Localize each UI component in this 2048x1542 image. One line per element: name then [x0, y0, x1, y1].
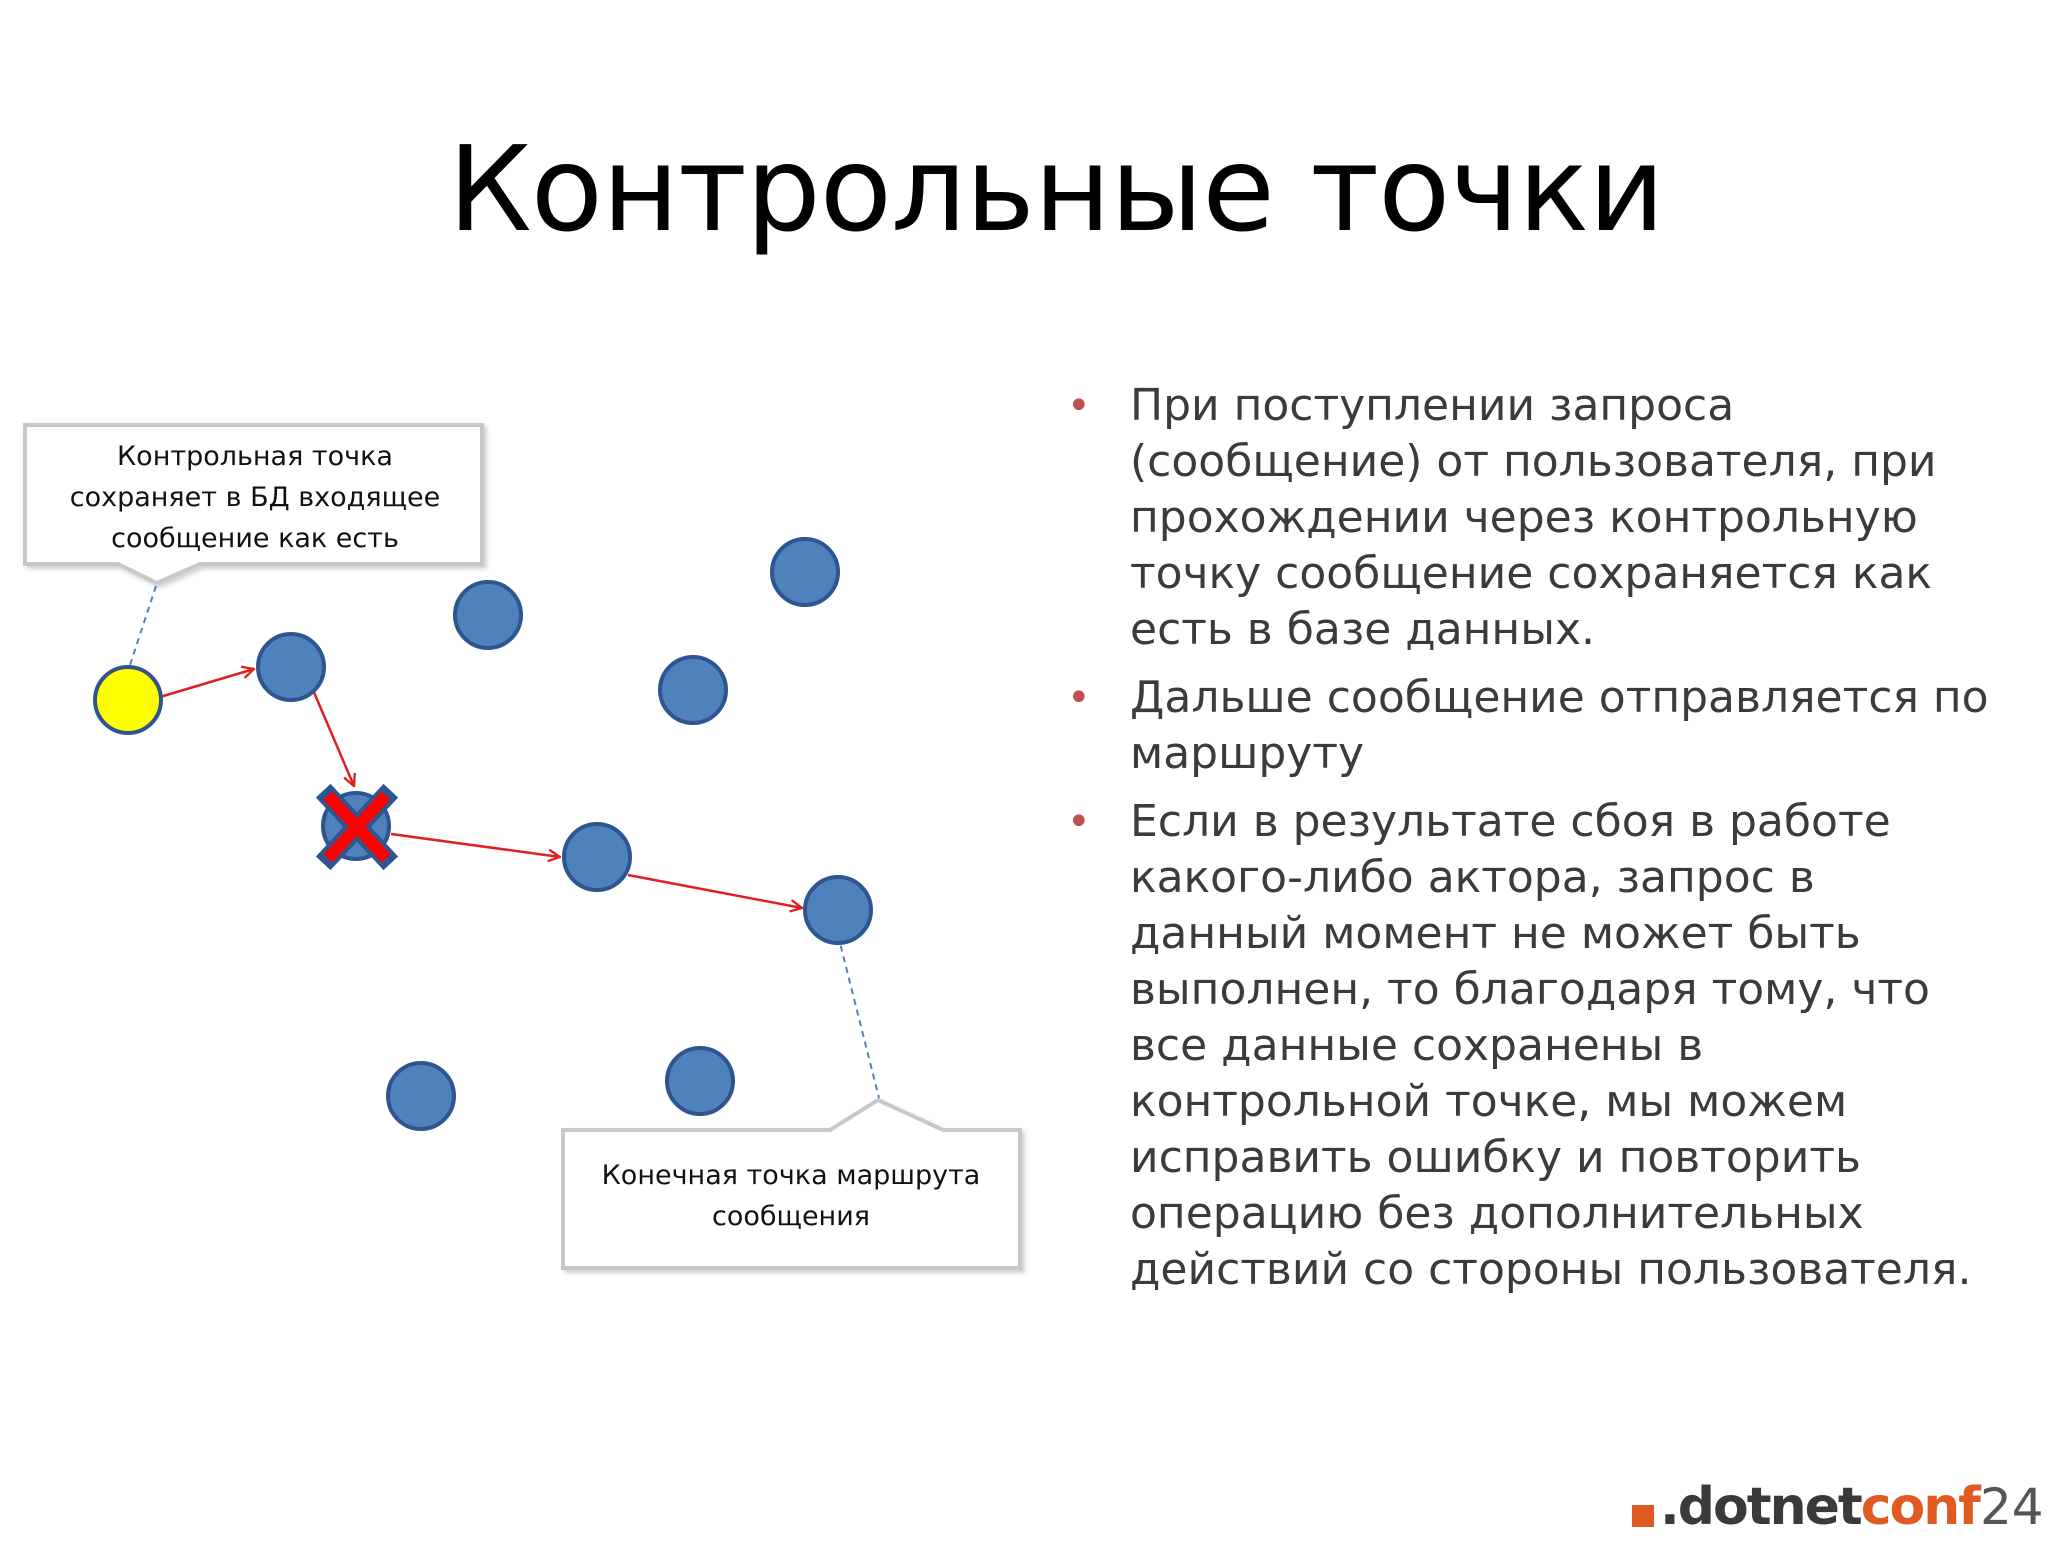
- actor-node: [258, 634, 324, 700]
- actor-node: [660, 657, 726, 723]
- logo-dotnet: dotnet: [1677, 1477, 1861, 1537]
- route-arrow-1: [160, 669, 254, 697]
- route-arrow-2: [313, 690, 354, 786]
- actor-node: [564, 824, 630, 890]
- logo-dot: .: [1660, 1477, 1678, 1537]
- callout-endpoint-text: [566, 1155, 1016, 1237]
- leader-line-endpoint: [838, 935, 879, 1098]
- callout-line: сообщения: [711, 1201, 871, 1232]
- bullet-text: Дальше сообщение отправляется по маршруту: [1130, 672, 1989, 779]
- logo-square-icon: [1632, 1505, 1654, 1527]
- bullet-item: [1060, 794, 2000, 1298]
- bullet-text: Если в результате сбоя в работе какого-либо актора, запрос в данный момент не может быть выполнен, то благодаря тому, что все данные сохранены в контрольной точке, мы можем исправить ошибку и повторить операцию без дополнительных действий со стороны пользователя.: [1130, 796, 1972, 1295]
- logo-conf: conf: [1860, 1477, 1979, 1537]
- slide-title: Контрольные точки: [448, 120, 1664, 258]
- bullet-text: При поступлении запроса (сообщение) от пользователя, при прохождении через контрольную точку сообщение сохраняется как есть в базе данных.: [1130, 380, 1937, 655]
- bullet-symbol: •: [1067, 799, 1091, 845]
- route-arrow-4: [628, 875, 802, 908]
- bullet-item: [1060, 670, 2000, 782]
- dotnetconf-logo: [1632, 1472, 1979, 1542]
- leader-line-checkpoint: [129, 586, 156, 668]
- callout-line: сообщение как есть: [111, 523, 399, 554]
- callout-checkpoint-text: [30, 436, 480, 559]
- bullet-item: [1060, 378, 2000, 658]
- callout-line: Конечная точка маршрута: [601, 1160, 981, 1191]
- bullet-symbol: •: [1067, 675, 1091, 721]
- actor-node: [667, 1048, 733, 1114]
- callout-line: Контрольная точка: [117, 441, 393, 472]
- endpoint-node: [805, 877, 871, 943]
- actor-node: [388, 1063, 454, 1129]
- callout-line: сохраняет в БД входящее: [69, 482, 441, 513]
- actor-node: [455, 582, 521, 648]
- page-number: 24: [1980, 1478, 2044, 1536]
- checkpoint-node: [95, 667, 161, 733]
- bullet-symbol: •: [1067, 383, 1091, 429]
- bullet-list: [1060, 378, 2000, 1310]
- actor-node: [772, 539, 838, 605]
- route-arrow-3: [391, 834, 560, 857]
